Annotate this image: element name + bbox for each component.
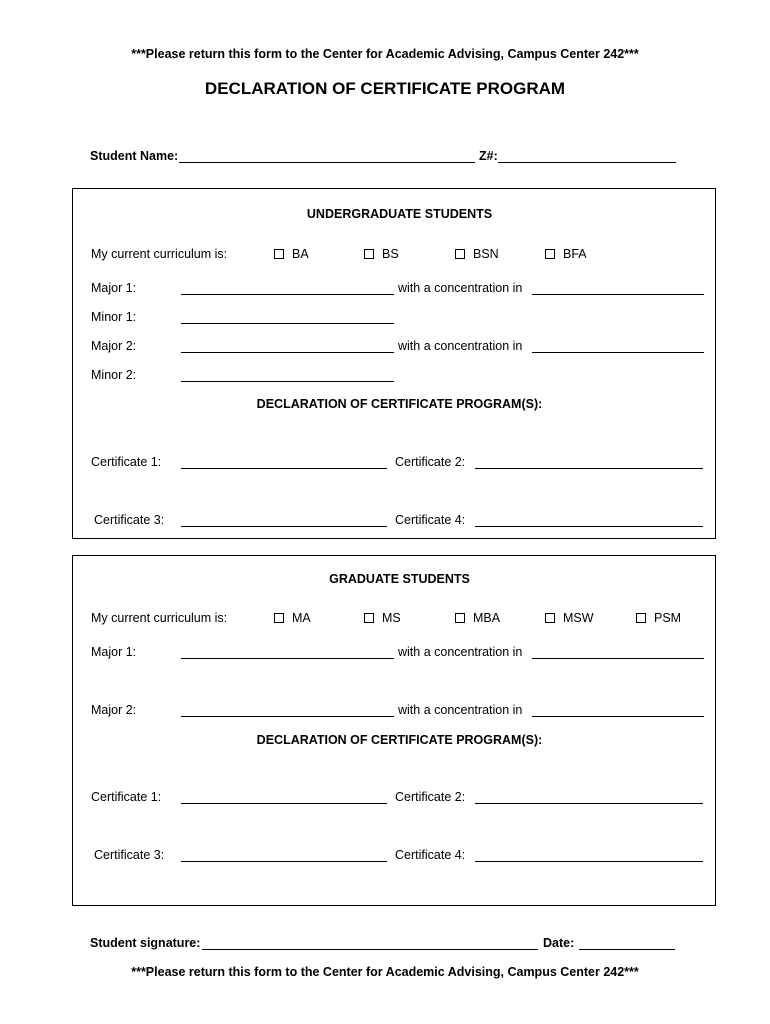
ug-option-bs[interactable] [364,247,399,261]
ug-certificate-heading: DECLARATION OF CERTIFICATE PROGRAM(S): [256,397,543,411]
student-name-field[interactable] [179,162,475,163]
checkbox[interactable] [545,613,555,623]
ug-major1-field[interactable] [181,294,394,295]
checkbox[interactable] [455,613,465,623]
option-label: MBA [473,611,501,625]
ug-major1-concentration-field[interactable] [532,294,704,295]
ug-cert1-field[interactable] [181,468,387,469]
ug-cert2-label: Certificate 2: [395,455,466,469]
grad-option-msw[interactable] [545,611,594,625]
option-label: BS [382,247,399,261]
grad-cert3-label: Certificate 3: [94,848,165,862]
checkbox[interactable] [274,249,284,259]
grad-major2-label: Major 2: [91,703,137,717]
ug-cert1-label: Certificate 1: [91,455,162,469]
ug-major2-field[interactable] [181,352,394,353]
checkbox[interactable] [636,613,646,623]
grad-option-ma[interactable] [274,611,311,625]
grad-major1-concentration-label: with a concentration in [398,645,523,659]
z-number-label: Z#: [479,149,498,163]
option-label: BSN [473,247,499,261]
undergraduate-heading: UNDERGRADUATE STUDENTS [306,207,493,221]
ug-major2-label: Major 2: [91,339,137,353]
checkbox[interactable] [364,249,374,259]
date-label: Date: [543,936,575,950]
option-label: PSM [654,611,682,625]
ug-major2-concentration-label: with a concentration in [398,339,523,353]
grad-option-psm[interactable] [636,611,681,625]
ug-cert3-field[interactable] [181,526,387,527]
grad-option-mba[interactable] [455,611,500,625]
option-label: MS [382,611,401,625]
graduate-section [72,555,716,906]
checkbox[interactable] [274,613,284,623]
ug-cert3-label: Certificate 3: [94,513,165,527]
footer-notice: ***Please return this form to the Center for Academic Advising, Campus Center 242*** [131,965,639,979]
ug-option-bfa[interactable] [545,247,587,261]
grad-major1-concentration-field[interactable] [532,658,704,659]
grad-major2-concentration-label: with a concentration in [398,703,523,717]
ug-option-ba[interactable] [274,247,309,261]
ug-minor1-field[interactable] [181,323,394,324]
ug-cert2-field[interactable] [475,468,703,469]
grad-cert3-field[interactable] [181,861,387,862]
grad-cert4-field[interactable] [475,861,703,862]
grad-major2-field[interactable] [181,716,394,717]
ug-major2-concentration-field[interactable] [532,352,704,353]
ug-cert4-field[interactable] [475,526,703,527]
checkbox[interactable] [455,249,465,259]
ug-minor2-label: Minor 2: [91,368,137,382]
option-label: BA [292,247,309,261]
ug-curriculum-label: My current curriculum is: [91,247,228,261]
option-label: MA [292,611,311,625]
graduate-heading: GRADUATE STUDENTS [329,572,470,586]
ug-minor1-label: Minor 1: [91,310,137,324]
option-label: BFA [563,247,587,261]
page-title: DECLARATION OF CERTIFICATE PROGRAM [204,79,566,98]
grad-option-ms[interactable] [364,611,401,625]
grad-major1-label: Major 1: [91,645,137,659]
header-notice: ***Please return this form to the Center for Academic Advising, Campus Center 242*** [131,47,639,61]
date-field[interactable] [579,949,675,950]
z-number-field[interactable] [498,162,676,163]
grad-cert2-label: Certificate 2: [395,790,466,804]
ug-major1-concentration-label: with a concentration in [398,281,523,295]
grad-cert1-label: Certificate 1: [91,790,162,804]
grad-certificate-heading: DECLARATION OF CERTIFICATE PROGRAM(S): [256,733,543,747]
ug-option-bsn[interactable] [455,247,499,261]
undergraduate-section [72,188,716,539]
checkbox[interactable] [364,613,374,623]
grad-major2-concentration-field[interactable] [532,716,704,717]
grad-major1-field[interactable] [181,658,394,659]
grad-cert2-field[interactable] [475,803,703,804]
ug-cert4-label: Certificate 4: [395,513,466,527]
signature-label: Student signature: [90,936,201,950]
signature-field[interactable] [202,949,538,950]
grad-curriculum-label: My current curriculum is: [91,611,228,625]
option-label: MSW [563,611,594,625]
ug-minor2-field[interactable] [181,381,394,382]
student-name-label: Student Name: [90,149,179,163]
checkbox[interactable] [545,249,555,259]
grad-cert4-label: Certificate 4: [395,848,466,862]
grad-cert1-field[interactable] [181,803,387,804]
ug-major1-label: Major 1: [91,281,137,295]
